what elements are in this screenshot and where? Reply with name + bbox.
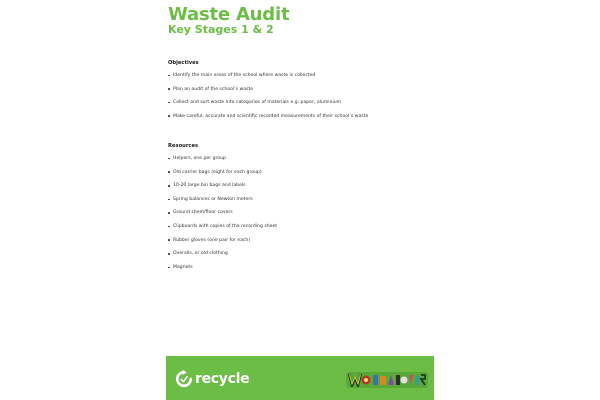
recycle-logo <box>175 369 249 389</box>
page-title: Waste Audit <box>168 4 290 25</box>
resource-item: Clipboards with copies of the recording sheet <box>168 223 434 230</box>
wastebuster-logo-artwork <box>346 370 428 390</box>
resource-item: Rubber gloves (one pair for each) <box>168 237 434 244</box>
resource-item: Old carrier bags (eight for each group) <box>168 169 434 176</box>
objective-item: Identify the main areas of the school where waste is collected <box>168 72 434 79</box>
wastebuster-logo <box>346 370 428 390</box>
objective-item: Collect and sort waste into categories of materials e.g. paper, aluminium <box>168 99 434 106</box>
footer-band <box>166 356 434 400</box>
objectives-heading: Objectives <box>168 60 199 66</box>
resources-section <box>168 143 434 277</box>
objective-item: Make careful, accurate and scientific recorded measurements of their school’s waste <box>168 113 434 120</box>
recycle-logo-text: recycle <box>195 371 250 387</box>
resource-item: Helpers, one per group <box>168 155 434 162</box>
resource-item: Magnets <box>168 264 434 271</box>
resource-item: Overalls, or old clothing <box>168 250 434 257</box>
objectives-list <box>168 72 434 120</box>
resources-heading: Resources <box>168 143 199 149</box>
objectives-section <box>168 60 434 126</box>
resources-list <box>168 155 434 271</box>
page-subtitle: Key Stages 1 & 2 <box>168 23 274 36</box>
recycle-arrow-icon <box>175 370 193 388</box>
objective-item: Plan an audit of the school’s waste <box>168 86 434 93</box>
worksheet-page <box>166 0 434 400</box>
resource-item: 10-20 large bin bags and labels <box>168 182 434 189</box>
resource-item: Ground sheet/floor covers <box>168 209 434 216</box>
resource-item: Spring balances or Newton meters <box>168 196 434 203</box>
